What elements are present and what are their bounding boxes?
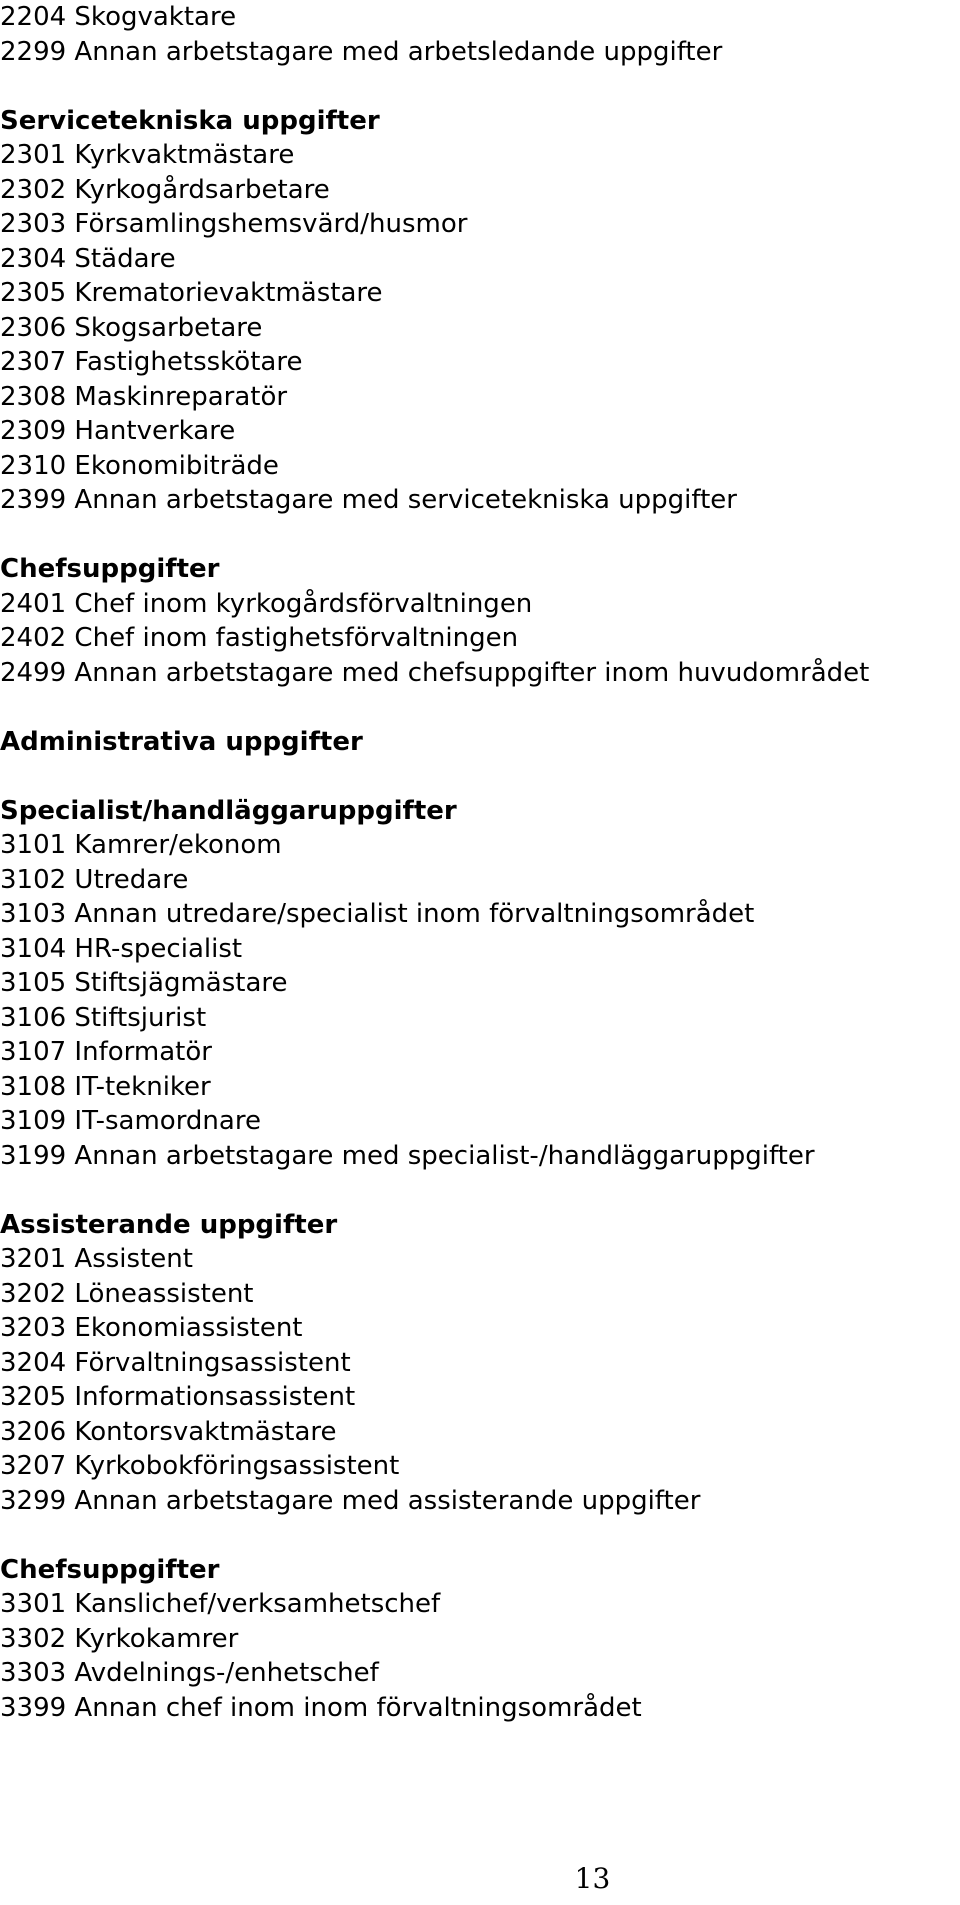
section-heading-specialist: Specialist/handläggaruppgifter [0, 795, 457, 826]
list-item: 2307 Fastighetsskötare [0, 347, 303, 377]
list-item: 2310 Ekonomibiträde [0, 450, 279, 481]
list-item: 3204 Förvaltningsassistent [0, 1347, 351, 1378]
list-item: 3399 Annan chef inom inom förvaltningsområdet [0, 1692, 642, 1723]
list-item: 3299 Annan arbetstagare med assisterande uppgifter [0, 1485, 701, 1516]
list-item: 2301 Kyrkvaktmästare [0, 140, 295, 170]
spacer [0, 69, 960, 104]
list-item: 2304 Städare [0, 243, 176, 274]
list-item: 2303 Församlingshemsvärd/husmor [0, 209, 468, 239]
list-item: 3103 Annan utredare/specialist inom förvaltningsområdet [0, 899, 755, 929]
list-item: 3105 Stiftsjägmästare [0, 968, 288, 998]
list-item: 2302 Kyrkogårdsarbetare [0, 174, 330, 205]
list-item: 2402 Chef inom fastighetsförvaltningen [0, 623, 519, 653]
spacer [0, 518, 960, 553]
list-item: 3104 HR-specialist [0, 933, 243, 964]
section-heading-assisterande: Assisterande uppgifter [0, 1209, 338, 1240]
section-heading-chefsuppgifter-admin: Chefsuppgifter [0, 1554, 220, 1585]
page-number: 13 [574, 1862, 611, 1895]
list-item: 3102 Utredare [0, 864, 189, 895]
spacer [0, 1173, 960, 1208]
list-item: 2308 Maskinreparatör [0, 381, 288, 412]
list-item: 3107 Informatör [0, 1037, 212, 1067]
list-item: 2204 Skogvaktare [0, 2, 237, 32]
list-item: 3301 Kanslichef/verksamhetschef [0, 1589, 441, 1619]
list-item: 3302 Kyrkokamrer [0, 1623, 239, 1654]
section-heading-servicetekniska: Servicetekniska uppgifter [0, 105, 380, 136]
list-item: 2306 Skogsarbetare [0, 312, 263, 343]
section-heading-chefsuppgifter: Chefsuppgifter [0, 554, 220, 584]
list-item: 3205 Informationsassistent [0, 1382, 356, 1412]
spacer [0, 1518, 960, 1553]
list-item: 2399 Annan arbetstagare med servicetekniska uppgifter [0, 485, 737, 515]
list-item: 3108 IT-tekniker [0, 1071, 211, 1102]
list-item: 3202 Löneassistent [0, 1278, 254, 1309]
list-item: 2499 Annan arbetstagare med chefsuppgifter inom huvudområdet [0, 657, 870, 688]
list-item: 3207 Kyrkobokföringsassistent [0, 1451, 400, 1481]
list-item: 3203 Ekonomiassistent [0, 1313, 303, 1343]
list-item: 3106 Stiftsjurist [0, 1002, 207, 1033]
list-item: 2299 Annan arbetstagare med arbetsledande uppgifter [0, 36, 723, 67]
list-item: 3206 Kontorsvaktmästare [0, 1416, 337, 1447]
spacer [0, 759, 960, 794]
list-item: 3109 IT-samordnare [0, 1106, 261, 1136]
main-heading-administrativa: Administrativa uppgifter [0, 726, 363, 757]
spacer [0, 690, 960, 725]
list-item: 2309 Hantverkare [0, 416, 236, 446]
list-item: 3199 Annan arbetstagare med specialist-/handläggaruppgifter [0, 1140, 815, 1171]
list-item: 2305 Krematorievaktmästare [0, 278, 383, 308]
list-item: 3101 Kamrer/ekonom [0, 830, 282, 860]
list-item: 2401 Chef inom kyrkogårdsförvaltningen [0, 588, 533, 619]
list-item: 3303 Avdelnings-/enhetschef [0, 1658, 379, 1688]
list-item: 3201 Assistent [0, 1244, 193, 1274]
